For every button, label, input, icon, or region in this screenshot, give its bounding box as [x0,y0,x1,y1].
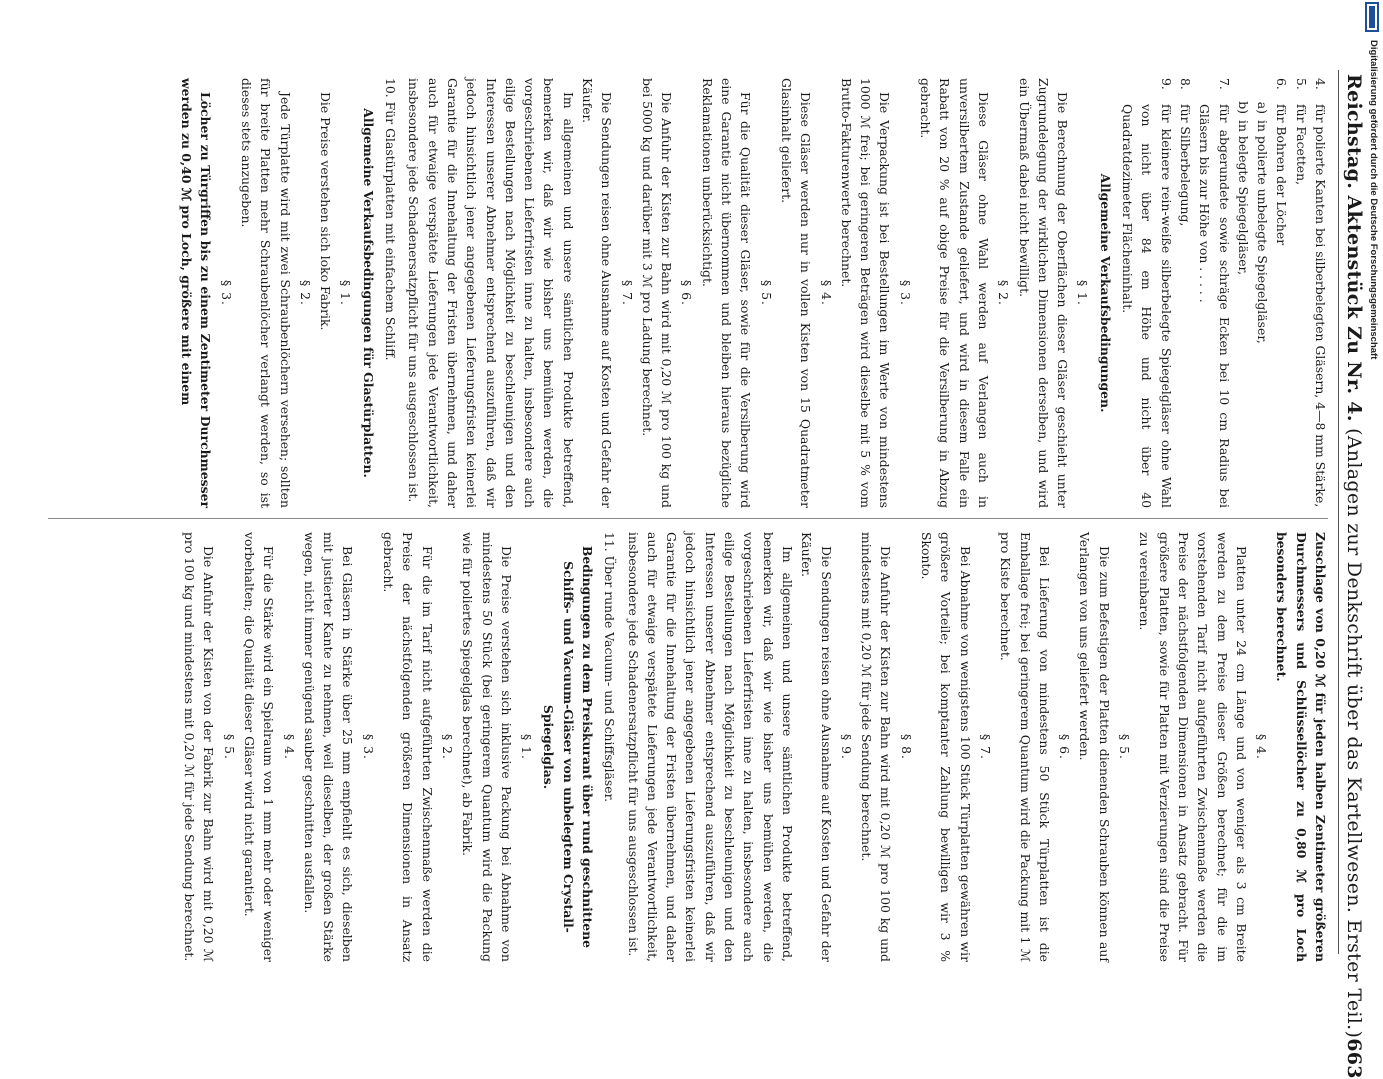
paragraph: Für die im Tarif nicht aufgeführten Zwischenmaße werden die Preise der nächstfolgenden größeren Dimensionen in Ansatz gebracht. [381,532,435,962]
paragraph: Die Anfuhr der Kisten zur Bahn wird mit 0,20 ℳ pro 100 kg und mindestens mit 0,20 ℳ für jede Sendung berechnet. [859,532,894,962]
list-item: 8. für Silberbelegung, [1177,78,1193,227]
section-heading: Bedingungen zu dem Preiskurant über rund geschnittene Schiffs- und Vacuum-Gläser von unbelegtem Crystall-Spiegelglas. [541,545,596,949]
paragraph: Die Sendungen reisen ohne Ausnahme auf Kosten und Gefahr der Käufer. [799,532,834,962]
paragraph-mark: § 3. [218,280,234,306]
list-item: 4. für polierte Kanten bei silberbelegten Gläsern, 4—8 mm Stärke, [1313,78,1328,508]
paragraph: Bei Gläsern in Stärke über 25 mm empfiehlt es sich, dieselben mit justierter Kante zu nehmen, weil dieselben, der großen Stärke wegen, nicht immer genügend sauber geschnitten ausfallen. [301,532,356,962]
paragraph: Die Preise verstehen sich loko Fabrik. [318,92,334,331]
left-column [177,78,1330,508]
paragraph: Die Anfuhr der Kisten von der Fabrik zur Bahn wird mit 0,20 ℳ pro 100 kg und mindestens mit 0,20 ℳ für jede Sendung berechnet. [182,532,217,962]
paragraph: Bei Abnahme von wenigstens 100 Stück Türplatten gewähren wir größere Vorteile; bei komptanter Zahlung bewilligen wir 3 % Skonto. [919,532,973,962]
paragraph: Diese Gläser werden nur in vollen Kisten von 15 Quadratmeter Glasinhalt geliefert. [778,78,814,508]
paragraph-mark: § 1. [1075,280,1091,306]
paragraph-mark: § 1. [338,280,354,306]
paragraph-mark: § 6. [679,280,695,306]
paragraph: Die Preise verstehen sich inklusive Packung bei Abnahme von mindestens 50 Stück (bei geringerem Quantum wird die Packung wie für poliertes Spiegelglas berechnet), ab Fabrik. [460,532,514,962]
paragraph-mark: § 2. [439,734,455,760]
paragraph-mark: § 4. [281,734,297,760]
paragraph-mark: § 2. [996,280,1012,306]
paragraph-mark: § 2. [297,280,313,306]
paragraph: Platten unter 24 cm Länge und von weniger als 3 cm Breite werden zu dem Preise dieser Größen berechnet; für die im vorstehenden Tarif nicht aufgeführten Zwischenmaße werden die Preise der nächstfolgenden Dimensionen in Ansatz gebracht. Für größere Platten, sowie für Platten mit Verzierungen sind die Preise zu vereinbaren. [1137,532,1249,962]
paragraph: Für die Stärke wird ein Spielraum von 1 mm mehr oder weniger vorbehalten; die Qualität dieser Gläser wird nicht garantiert. [241,532,277,962]
header-subtitle: (Anlagen zur Denkschrift über das Kartellwesen. Erster Teil.) [1343,428,1365,1039]
dfg-logo-icon [1365,2,1379,32]
page-number: 663 [1343,1038,1365,1079]
paragraph: Die zum Befestigen der Platten dienenden Schrauben können auf Verlangen von uns geliefert werden. [1077,532,1112,962]
paragraph-mark: § 3. [897,280,913,306]
paragraph-mark: § 5. [221,734,237,760]
list-item: 9. für kleinere rein-weiße silberbelegte Spiegelgläser ohne Wahl von nicht über 84 em Höhe und nicht über 40 Quadratdezimeter Flächeninhalt. [1120,78,1174,508]
right-column [180,532,1330,962]
paragraph-mark: § 5. [1117,734,1133,760]
list-subitem: b) in belegte Spiegelgläser, [1235,101,1251,276]
paragraph-mark: § 6. [1057,734,1073,760]
paragraph-mark: § 3. [360,734,376,760]
list-item: 7. für abgerundete sowie schräge Ecken bei 10 cm Radius bei Gläsern bis zur Höhe von . . . . . [1197,78,1232,508]
paragraph: Bei Lieferung von mindestens 50 Stück Türplatten ist die Emballage frei; bei geringerem Quantum wird die Packung mit 1 ℳ pro Kiste berechnet. [998,532,1052,962]
paragraph: Im allgemeinen und unsere sämtlichen Produkte betreffend, bemerken wir, daß wir wie bisher uns bemühen werden, die vorgeschriebenen Lieferfristen inne zu halten, insbesondere auch eilige Bestellungen nach Möglichkeit zu beschleunigen und den Interessen unserer Abnehmer entsprechend auszuführen, daß wir jedoch hinsichtlich jener angegebenen Lieferungsfristen keinerlei Garantie für die Innehaltung der Fristen übernehmen, und daher auch für etwaige verspätete Lieferungen jede Verantwortlichkeit, insbesondere jede Schadenersatzpflicht für uns ausgeschlossen ist. [625,532,795,962]
paragraph-mark: § 9. [838,734,854,760]
section-heading: Allgemeine Verkaufsbedingungen für Glastürplatten. [360,108,376,478]
paragraph: Löcher zu Türgriffen bis zu einem Zentimeter Durchmesser werden zu 0,40 ℳ pro Loch, größere mit einem [179,78,214,508]
paragraph: Jede Türplatte wird mit zwei Schraubenlöchern versehen; sollten für breite Platten mehr Schraubenlöcher verlangt werden, so ist dieses stets anzugeben. [238,78,293,508]
header-parliament: Reichstag. [1343,74,1365,190]
paragraph: Die Sendungen reisen ohne Ausnahme auf Kosten und Gefahr der Käufer. [580,78,615,508]
header-document-title: Aktenstück Zu Nr. 4. [1343,195,1365,422]
list-subitem: a) in polierte unbelegte Spiegelgläser, [1255,101,1271,344]
dfg-logo [1365,2,1379,32]
digitization-note: Digitalisierung gefördert durch die Deutsche Forschungsgemeinschaft [1368,40,1379,360]
paragraph: Die Verpackung ist bei Bestellungen im Werte von mindestens 1000 ℳ frei; bei geringeren Beträgen wird dieselbe mit 5 % vom Brutto-Fakturenwerte berechnet. [838,78,893,508]
section-title: 11. Über runde Vacuum- und Schiffsgläser. [602,532,618,803]
paragraph-mark: § 8. [898,734,914,760]
text-columns [48,70,1338,962]
paragraph-mark: § 7. [977,734,993,760]
paragraph: Für die Qualität dieser Gläser, sowie für die Versilberung wird eine Garantie nicht übernommen und bleiben hieraus bezügliche Reklamationen unberücksichtigt. [699,78,754,508]
paragraph-mark: § 4. [1254,734,1270,760]
paragraph: Zuschlage von 0,20 ℳ für jeden halben Zentimeter größeren Durchmessers und Schlüssellöcher zu 0,80 ℳ pro Loch besonders berechnet. [1274,532,1328,962]
paragraph: Im allgemeinen und unsere sämtlichen Produkte betreffend, bemerken wir, daß wir wie bisher uns bemühen werden, die vorgeschriebenen Lieferfristen inne zu halten, insbesondere auch eilige Bestellungen nach Möglichkeit zu beschleunigen und den Interessen unserer Abnehmer entsprechend auszuführen, daß wir jedoch hinsichtlich jener angegebenen Lieferungsfristen keinerlei Garantie für die Innehaltung der Fristen übernehmen, und daher auch für etwaige verspätete Lieferungen jede Verantwortlichkeit, insbesondere jede Schadenersatzpflicht für uns ausgeschlossen ist. [406,78,576,508]
paragraph-mark: § 5. [758,280,774,306]
paragraph: Die Anfuhr der Kisten zur Bahn wird mit 0,20 ℳ pro 100 kg und bei 5000 kg und darüber mit 3 ℳ pro Ladung berechnet. [639,78,675,508]
section-title: 10. Für Glastürplatten mit einfachem Schliff. [383,78,399,361]
list-item: 5. für Facetten, [1293,78,1309,186]
paragraph: Die Berechnung der Oberflächen dieser Gläser geschieht unter Zugrundelegung der wirklichen Dimensionen derselben, und wird ein Übermaß dabei nicht bewilligt. [1016,78,1071,508]
section-heading: Allgemeine Verkaufsbedingungen. [1097,173,1113,413]
paragraph-mark: § 7. [619,280,635,306]
running-head [1338,70,1365,1079]
paragraph-mark: § 4. [818,280,834,306]
paragraph-mark: § 1. [519,734,535,760]
paragraph: Diese Gläser ohne Wahl werden auf Verlangen auch in unversilbertem Zustande geliefert, und wird in diesem Falle ein Rabatt von 20 % auf obige Preise für die Versilberung in Abzug gebracht. [918,78,991,508]
list-item: 6. für Bohren der Löcher [1274,78,1290,246]
column-divider [48,518,1328,519]
